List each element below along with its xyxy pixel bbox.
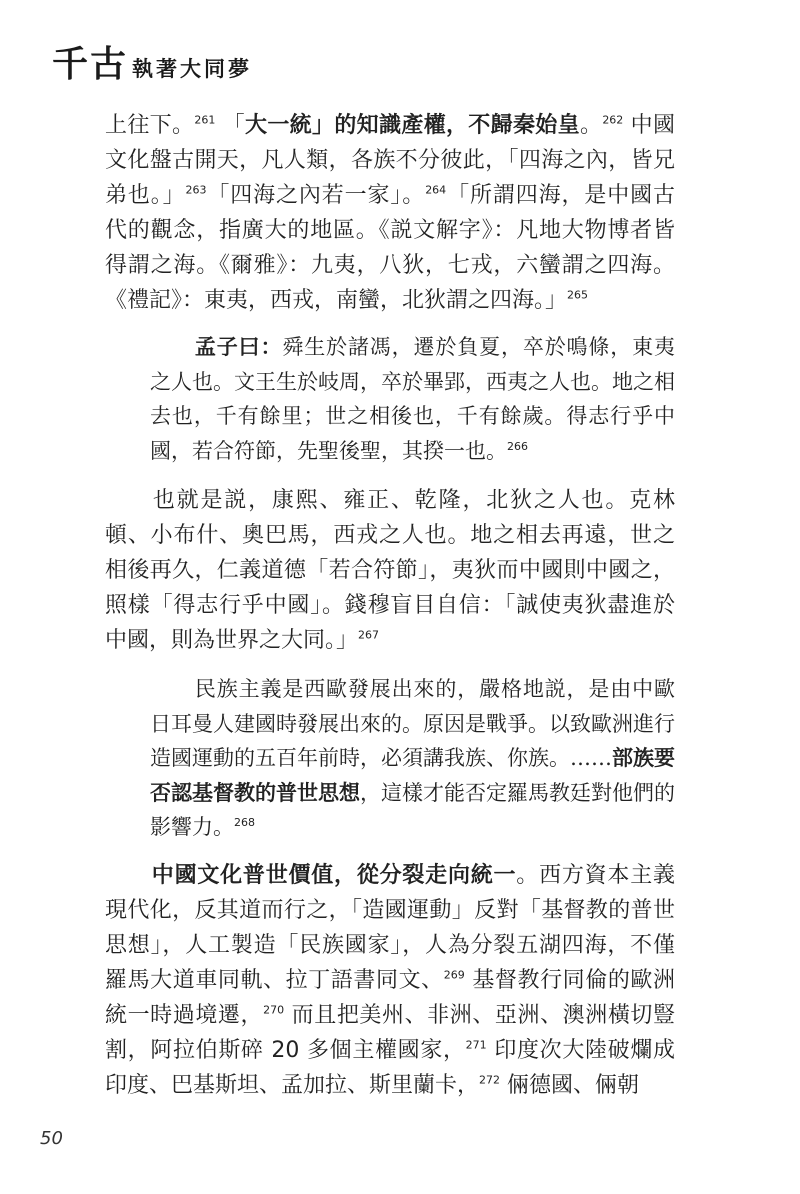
book-title-small: 執著大同夢 <box>132 56 253 81</box>
footnote-ref[interactable]: 268 <box>234 816 255 829</box>
paragraph-1: 上往下。$^{261}$ 「大一統」的知識產權，不歸秦始皇。$^{262}$ 中國文化盤古開天，凡人類，各族不分彼此，「四海之內，皆兄弟也。」$^{263}$「四海之內若一家」。$^{264}$「所謂四海，是中國古代的觀念，指廣大的地區。《説文解字》：凡地大物博者皆得謂之海。《爾雅》：九夷，八狄，七戎，六蠻謂之四海。《禮記》：東夷，西戎，南蠻，北狄謂之四海。」$^{265}$ <box>105 113 675 313</box>
footnote-ref[interactable]: 265 <box>567 288 589 302</box>
bold-phrase: 部族要否認基督教的普世思想 <box>150 746 675 805</box>
footnote-ref[interactable]: 270 <box>263 1003 285 1017</box>
footnote-ref[interactable]: 267 <box>358 628 380 642</box>
bold-phrase: 孟子曰： <box>194 335 283 359</box>
footnote-ref[interactable]: 269 <box>443 968 465 982</box>
bold-phrase: 中國文化普世價值，從分裂走向統一 <box>151 863 517 888</box>
page-number: 50 <box>40 1128 63 1149</box>
footnote-ref[interactable]: 262 <box>602 113 624 127</box>
block-quote-2: 民族主義是西歐發展出來的，嚴格地説，是由中歐日耳曼人建國時發展出來的。原因是戰爭。以致歐洲進行造國運動的五百年前時，必須講我族、你族。……部族要否認基督教的普世思想，這樣才能否定羅馬教廷對他們的影響力。$^{268}$ <box>150 677 675 839</box>
paragraph-2: 也就是説，康熙、雍正、乾隆，北狄之人也。克林頓、小布什、奧巴馬，西戎之人也。地之相去再遠，世之相後再久，仁義道德「若合符節」，夷狄而中國則中國之，照樣「得志行乎中國」。錢穆盲目自信：「誠使夷狄盡進於中國，則為世界之大同。」$^{267}$ <box>105 488 675 653</box>
footnote-ref[interactable]: 266 <box>507 439 528 453</box>
book-title-large: 千古 <box>52 43 129 85</box>
bold-phrase: 大一統」的知識產權，不歸秦始皇 <box>245 113 580 138</box>
paragraph-3: 中國文化普世價值，從分裂走向統一。西方資本主義現代化，反其道而行之，「造國運動」反對「基督教的普世思想」，人工製造「民族國家」，人為分裂五湖四海，不僅羅馬大道車同軌、拉丁語書同文、$^{269}$ 基督教行同倫的歐洲統一時過境遷，$^{270}$ 而且把美州、非洲、亞洲、澳洲橫切豎割，阿拉伯斯碎 20 多個主權國家，$^{271}$ 印度次大陸破爛成印度、巴基斯坦、孟加拉、斯里蘭卡，$^{272}$ 倆德國、倆朝 <box>105 863 676 1098</box>
footnote-ref[interactable]: 261 <box>194 113 216 127</box>
footnote-ref[interactable]: 263 <box>185 183 207 197</box>
footnote-ref[interactable]: 264 <box>425 183 447 197</box>
footnote-ref[interactable]: 271 <box>465 1038 487 1052</box>
running-header <box>52 36 252 87</box>
footnote-ref[interactable]: 272 <box>479 1073 501 1087</box>
block-quote-1: 孟子曰：舜生於諸馮，遷於負夏，卒於鳴條，東夷之人也。文王生於岐周，卒於畢郢，西夷之人也。地之相去也，千有餘里；世之相後也，千有餘歲。得志行乎中國，若合符節，先聖後聖，其揆一也。$^{266}$ <box>150 335 676 463</box>
